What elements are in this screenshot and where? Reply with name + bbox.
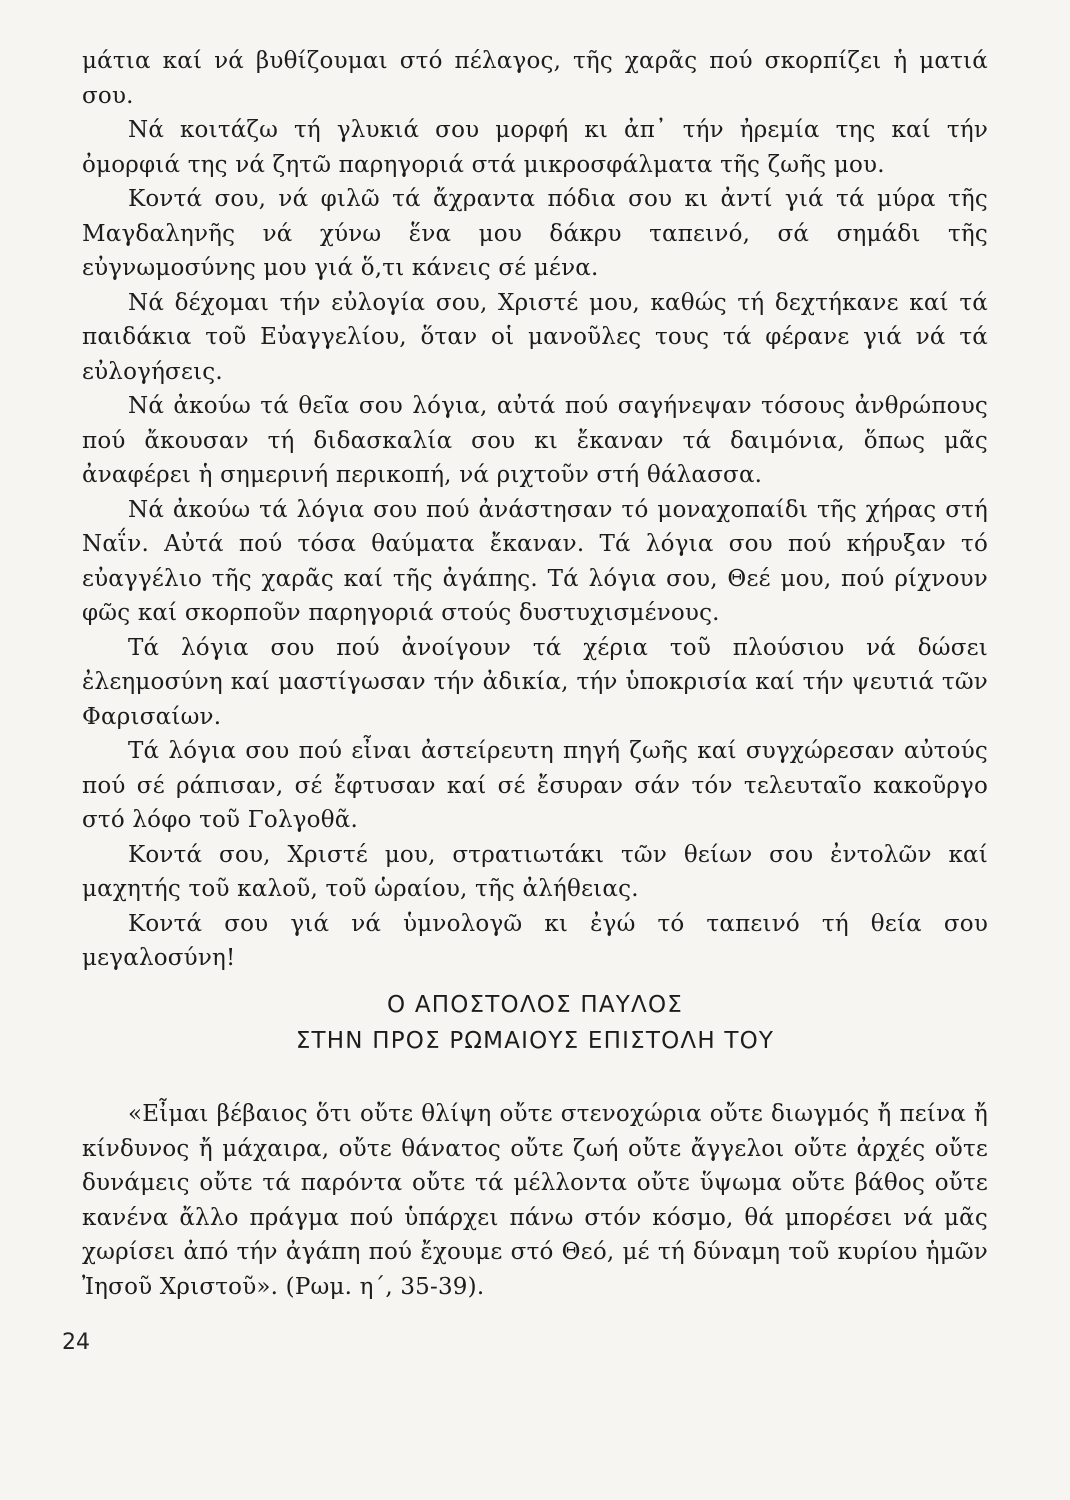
paragraph: Νά κοιτάζω τή γλυκιά σου μορφή κι ἀπ᾽ τήν ἠρεμία της καί τήν ὀμορφιά της νά ζητῶ παρηγοριά στά μικροσφάλματα τῆς ζωῆς μου. bbox=[82, 117, 988, 178]
paragraph: Νά δέχομαι τήν εὐλογία σου, Χριστέ μου, καθώς τή δεχτήκανε καί τά παιδάκια τοῦ Εὐαγγελίου, ὅταν οἱ μανοῦλες τους τά φέρανε γιά νά τά εὐλογήσεις. bbox=[82, 289, 988, 385]
scripture-quote: «Εἶμαι βέβαιος ὅτι οὔτε θλίψη οὔτε στενοχώρια οὔτε διωγμός ἤ πείνα ἤ κίνδυνος ἤ μάχαιρα, οὔτε θάνατος οὔτε ζωή οὔτε ἄγγελοι οὔτε ἀρχές οὔτε δυνάμεις οὔτε τά παρόντα οὔτε τά μέλλοντα οὔτε ὕψωμα οὔτε βάθος οὔτε κανένα ἄλλο πράγμα πού ὑπάρχει πάνω στόν κόσμο, θά μπορέσει νά μᾶς χωρίσει ἀπό τήν ἀγάπη πού ἔχουμε στό Θεό, μέ τή δύναμη τοῦ κυρίου ἡμῶν Ἰησοῦ Χριστοῦ». (Ρωμ. η΄, 35-39). bbox=[82, 1101, 988, 1300]
paragraph: Κοντά σου, νά φιλῶ τά ἄχραντα πόδια σου κι ἀντί γιά τά μύρα τῆς Μαγδαληνῆς νά χύνω ἕνα μου δάκρυ ταπεινό, σά σημάδι τῆς εὐγνωμοσύνης μου γιά ὅ,τι κάνεις σέ μένα. bbox=[82, 186, 988, 281]
paragraph: Νά ἀκούω τά θεῖα σου λόγια, αὐτά πού σαγήνεψαν τόσους ἀνθρώπους πού ἄκουσαν τή διδασκαλία σου κι ἔκαναν τά δαιμόνια, ὅπως μᾶς ἀναφέρει ἡ σημερινή περικοπή, νά ριχτοῦν στή θάλασσα. bbox=[82, 393, 988, 488]
paragraph: Νά ἀκούω τά λόγια σου πού ἀνάστησαν τό μοναχοπαίδι τῆς χήρας στή Ναΐν. Αὐτά πού τόσα θαύματα ἔκαναν. Τά λόγια σου πού κήρυξαν τό εὐαγγέλιο τῆς χαρᾶς καί τῆς ἀγάπης. Τά λόγια σου, Θεέ μου, πού ρίχνουν φῶς καί σκορποῦν παρηγοριά στούς δυστυχισμένους. bbox=[82, 496, 988, 626]
paragraph: μάτια καί νά βυθίζουμαι στό πέλαγος, τῆς χαρᾶς πού σκορπίζει ἡ ματιά σου. bbox=[82, 48, 988, 109]
page-number: 24 bbox=[62, 1330, 90, 1355]
paragraph: Κοντά σου γιά νά ὑμνολογῶ κι ἐγώ τό ταπεινό τή θεία σου μεγαλοσύνη! bbox=[82, 910, 988, 971]
paragraph: Τά λόγια σου πού εἶναι ἀστείρευτη πηγή ζωῆς καί συγχώρεσαν αὐτούς πού σέ ράπισαν, σέ ἔφτυσαν καί σέ ἔσυραν σάν τόν τελευταῖο κακοῦργο στό λόφο τοῦ Γολγοθᾶ. bbox=[82, 738, 988, 833]
section-heading-line-2: ΣΤΗΝ ΠΡΟΣ ΡΩΜΑΙΟΥΣ ΕΠΙΣΤΟΛΗ ΤΟΥ bbox=[295, 1028, 775, 1054]
body-text bbox=[82, 44, 988, 976]
paragraph: Κοντά σου, Χριστέ μου, στρατιωτάκι τῶν θείων σου ἐντολῶν καί μαχητής τοῦ καλοῦ, τοῦ ὡραίου, τῆς ἀλήθειας. bbox=[82, 841, 988, 902]
section-heading-line-1: Ο ΑΠΟΣΤΟΛΟΣ ΠΑΥΛΟΣ bbox=[387, 992, 683, 1018]
paragraph: Τά λόγια σου πού ἀνοίγουν τά χέρια τοῦ πλούσιου νά δώσει ἐλεημοσύνη καί μαστίγωσαν τήν ἀδικία, τήν ὑποκρισία καί τήν ψευτιά τῶν Φαρισαίων. bbox=[82, 634, 988, 730]
